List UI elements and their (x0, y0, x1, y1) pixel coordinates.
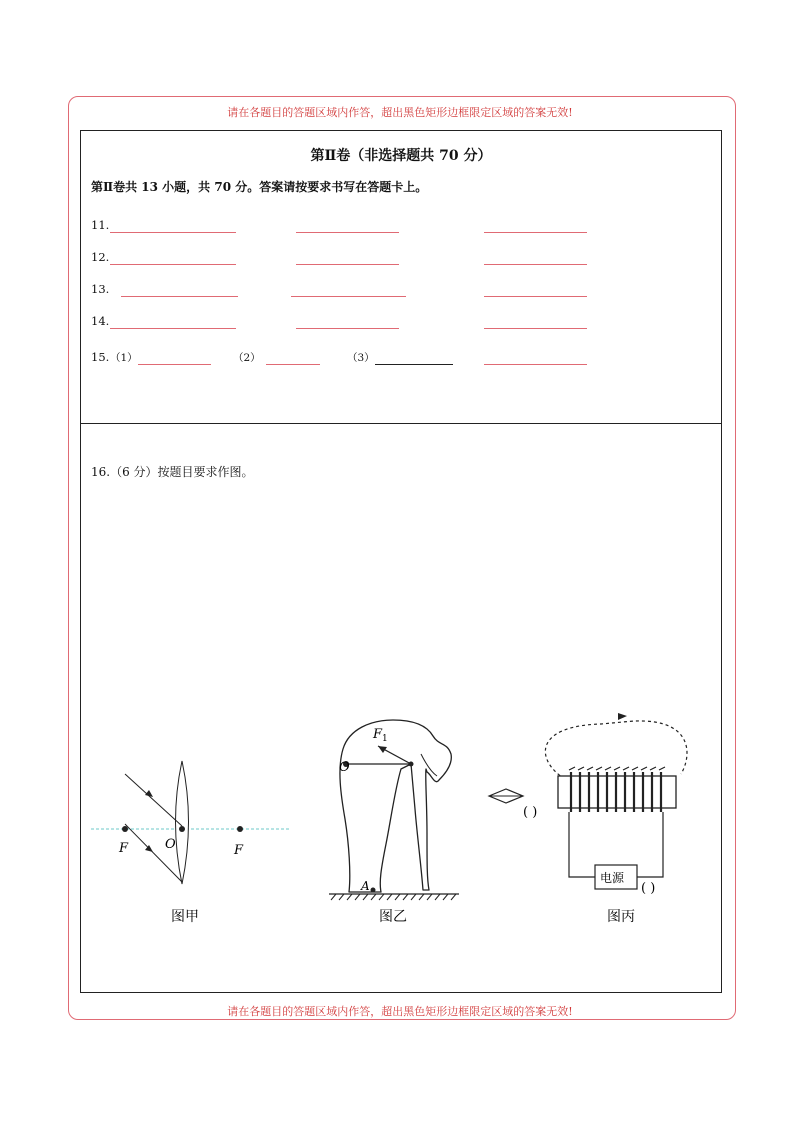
label-A: A (361, 879, 370, 893)
warning-bottom: 请在各题目的答题区域内作答，超出黑色矩形边框限定区域的答案无效! (227, 1005, 573, 1018)
part-label-3: （3） (347, 352, 375, 364)
label-F-left: F (119, 841, 129, 856)
question-16-label: 16.（6 分）按题目要求作图。 (91, 465, 254, 479)
answer-blank-13-2[interactable] (291, 282, 406, 297)
label-F1: $F_1$ (373, 727, 388, 744)
question-16-box (80, 423, 722, 993)
section-2-box (80, 130, 722, 424)
answer-blank-13-3[interactable] (484, 282, 587, 297)
caption-bing: 图丙 (607, 909, 635, 925)
person-silhouette (340, 720, 451, 892)
focus-point-left (122, 826, 128, 832)
answer-blank-15-2[interactable] (266, 350, 320, 365)
question-number: 15. (91, 350, 110, 364)
figure-bing (489, 713, 687, 925)
answer-blank-11-3[interactable] (484, 218, 587, 233)
warning-top: 请在各题目的答题区域内作答，超出黑色矩形边框限定区域的答案无效! (227, 106, 573, 119)
coil-tops (569, 767, 665, 770)
answer-blank-11-2[interactable] (296, 218, 399, 233)
caption-jia: 图甲 (171, 909, 199, 925)
section-subtitle: 第Ⅱ卷共 13 小题，共 70 分。答案请按要求书写在答题卡上。 (91, 180, 428, 194)
label-O: O (339, 760, 350, 775)
section-title: 第Ⅱ卷（非选择题共 70 分） (310, 148, 492, 164)
question-15 (91, 350, 711, 366)
wire-right (637, 812, 663, 877)
optical-center-point (179, 826, 185, 832)
answer-blank-11-1[interactable] (110, 218, 236, 233)
ray-1 (125, 774, 182, 826)
answer-blank-15-4[interactable] (484, 350, 587, 365)
power-pole-paren: ( ) (641, 881, 656, 896)
question-14 (91, 314, 711, 330)
ray-2 (125, 824, 182, 882)
wire-left (569, 812, 595, 877)
q16-figures (81, 424, 721, 992)
answer-blank-14-1[interactable] (110, 314, 236, 329)
question-number: 13. (91, 282, 110, 296)
answer-blank-15-3[interactable] (375, 350, 453, 365)
question-12 (91, 250, 711, 266)
part-label-1: （1） (110, 352, 138, 364)
answer-blank-14-3[interactable] (484, 314, 587, 329)
answer-blank-12-3[interactable] (484, 250, 587, 265)
caption-yi: 图乙 (379, 909, 407, 925)
figure-yi (329, 720, 459, 925)
magnetic-field-line (545, 721, 687, 779)
question-13 (91, 282, 711, 298)
question-number: 14. (91, 314, 110, 328)
figure-jia (91, 761, 291, 925)
ground-hatching (331, 894, 456, 900)
answer-blank-12-2[interactable] (296, 250, 399, 265)
question-number: 11. (91, 218, 110, 232)
field-arrow (618, 713, 627, 720)
power-source-label: 电源 (600, 871, 625, 885)
answer-blank-14-2[interactable] (296, 314, 399, 329)
question-number: 12. (91, 250, 110, 264)
answer-blank-15-1[interactable] (138, 350, 211, 365)
question-11 (91, 218, 711, 234)
compass-pole-paren: ( ) (523, 805, 538, 820)
point-A (371, 888, 376, 893)
label-F-right: F (234, 843, 244, 858)
answer-blank-12-1[interactable] (110, 250, 236, 265)
focus-point-right (237, 826, 243, 832)
part-label-2: （2） (233, 352, 261, 364)
label-O: O (165, 837, 176, 852)
force-point (409, 762, 414, 767)
answer-blank-13-1[interactable] (121, 282, 238, 297)
